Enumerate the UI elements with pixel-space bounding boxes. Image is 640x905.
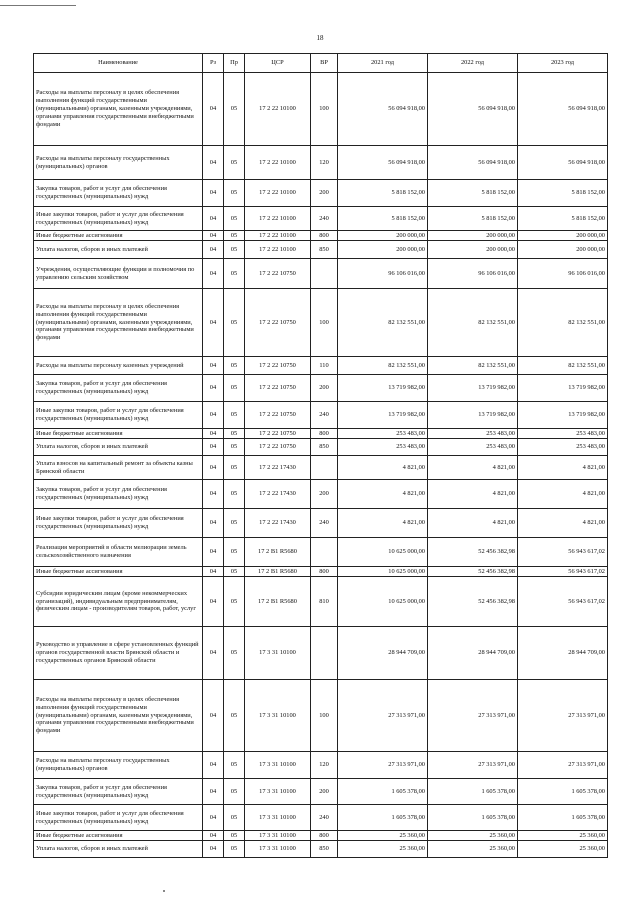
cell-pr: 05 [224,402,245,429]
cell-y2023: 200 000,00 [518,241,608,259]
col-header-csr: ЦСР [245,54,311,73]
cell-y2022: 253 483,00 [428,429,518,439]
cell-y2023: 253 483,00 [518,439,608,456]
cell-csr: 17 3 31 10100 [245,779,311,805]
cell-pr: 05 [224,779,245,805]
cell-name: Иные бюджетные ассигнования [34,567,203,577]
cell-vr [311,456,338,480]
cell-y2021: 13 719 982,00 [338,375,428,402]
cell-name: Иные закупки товаров, работ и услуг для обеспечения государственных (муниципальных) нужд [34,402,203,429]
cell-y2022: 1 605 378,00 [428,805,518,831]
col-header-2023: 2023 год [518,54,608,73]
cell-rz: 04 [203,207,224,231]
cell-y2022: 13 719 982,00 [428,375,518,402]
cell-pr: 05 [224,841,245,858]
cell-name: Реализация мероприятий в области мелиорации земель сельскохозяйственного назначения [34,538,203,567]
cell-rz: 04 [203,841,224,858]
cell-pr: 05 [224,289,245,357]
table-row [34,456,608,480]
cell-pr: 05 [224,831,245,841]
cell-vr: 110 [311,357,338,375]
cell-name: Расходы на выплаты персоналу казенных учреждений [34,357,203,375]
cell-y2023: 13 719 982,00 [518,402,608,429]
top-rule [0,5,76,6]
table-row [34,538,608,567]
table-row [34,429,608,439]
cell-y2022: 1 605 378,00 [428,779,518,805]
cell-rz: 04 [203,375,224,402]
page-number: 18 [316,34,324,42]
table-row [34,73,608,146]
cell-vr [311,259,338,289]
cell-name: Закупка товаров, работ и услуг для обеспечения государственных (муниципальных) нужд [34,375,203,402]
cell-pr: 05 [224,480,245,509]
cell-vr [311,538,338,567]
cell-pr: 05 [224,752,245,779]
cell-rz: 04 [203,680,224,752]
cell-y2021: 200 000,00 [338,231,428,241]
cell-y2022: 25 360,00 [428,841,518,858]
cell-y2022: 253 483,00 [428,439,518,456]
cell-pr: 05 [224,456,245,480]
cell-y2022: 27 313 971,00 [428,680,518,752]
cell-y2021: 5 818 152,00 [338,207,428,231]
cell-rz: 04 [203,538,224,567]
cell-vr: 100 [311,73,338,146]
cell-vr: 240 [311,509,338,538]
col-header-pr: Пр [224,54,245,73]
table-row [34,375,608,402]
cell-vr: 240 [311,402,338,429]
cell-vr [311,627,338,680]
cell-y2021: 4 821,00 [338,456,428,480]
cell-y2021: 253 483,00 [338,429,428,439]
cell-csr: 17 3 31 10100 [245,805,311,831]
cell-pr: 05 [224,429,245,439]
cell-csr: 17 2 22 10750 [245,259,311,289]
table-row [34,439,608,456]
col-header-vr: ВР [311,54,338,73]
cell-y2022: 52 456 382,98 [428,577,518,627]
cell-rz: 04 [203,577,224,627]
cell-csr: 17 2 22 10750 [245,402,311,429]
cell-y2021: 4 821,00 [338,480,428,509]
cell-y2023: 27 313 971,00 [518,752,608,779]
cell-pr: 05 [224,509,245,538]
cell-y2023: 96 106 016,00 [518,259,608,289]
cell-name: Иные закупки товаров, работ и услуг для обеспечения государственных (муниципальных) нужд [34,509,203,538]
scan-speck [163,890,165,892]
cell-y2023: 4 821,00 [518,509,608,538]
cell-y2022: 82 132 551,00 [428,289,518,357]
cell-y2023: 82 132 551,00 [518,357,608,375]
cell-vr: 850 [311,841,338,858]
cell-y2022: 56 094 918,00 [428,73,518,146]
cell-pr: 05 [224,375,245,402]
cell-rz: 04 [203,357,224,375]
cell-y2023: 1 605 378,00 [518,805,608,831]
cell-name: Уплата взносов на капитальный ремонт за объекты казны Брянской области [34,456,203,480]
cell-y2023: 28 944 709,00 [518,627,608,680]
cell-y2023: 56 094 918,00 [518,73,608,146]
cell-vr: 200 [311,180,338,207]
cell-pr: 05 [224,627,245,680]
table-row [34,831,608,841]
cell-name: Уплата налогов, сборов и иных платежей [34,439,203,456]
cell-y2022: 28 944 709,00 [428,627,518,680]
cell-pr: 05 [224,180,245,207]
cell-y2023: 56 943 617,02 [518,538,608,567]
cell-y2023: 25 360,00 [518,841,608,858]
cell-vr: 850 [311,241,338,259]
cell-csr: 17 2 22 10750 [245,439,311,456]
cell-y2021: 4 821,00 [338,509,428,538]
cell-csr: 17 3 31 10100 [245,752,311,779]
table-row [34,146,608,180]
cell-pr: 05 [224,439,245,456]
cell-rz: 04 [203,831,224,841]
cell-y2023: 1 605 378,00 [518,779,608,805]
cell-vr: 800 [311,831,338,841]
budget-table [33,53,608,858]
cell-csr: 17 2 22 17430 [245,456,311,480]
cell-y2022: 25 360,00 [428,831,518,841]
cell-csr: 17 3 31 10100 [245,680,311,752]
col-header-name: Наименование [34,54,203,73]
cell-name: Закупка товаров, работ и услуг для обеспечения государственных (муниципальных) нужд [34,779,203,805]
cell-vr: 100 [311,289,338,357]
cell-vr: 240 [311,805,338,831]
cell-pr: 05 [224,577,245,627]
table-row [34,231,608,241]
cell-y2022: 200 000,00 [428,231,518,241]
cell-y2023: 4 821,00 [518,480,608,509]
cell-vr: 120 [311,752,338,779]
cell-pr: 05 [224,259,245,289]
cell-y2021: 25 360,00 [338,841,428,858]
cell-y2023: 200 000,00 [518,231,608,241]
cell-y2022: 52 456 382,98 [428,538,518,567]
cell-y2022: 52 456 382,98 [428,567,518,577]
cell-name: Расходы на выплаты персоналу в целях обеспечения выполнения функций государственными (муниципальными) органами, казенными учреждениями, органами управления государственными внебюджетными фондами [34,73,203,146]
cell-y2023: 4 821,00 [518,456,608,480]
cell-csr: 17 2 В1 R5680 [245,577,311,627]
cell-csr: 17 2 22 10100 [245,207,311,231]
cell-y2021: 13 719 982,00 [338,402,428,429]
cell-name: Иные бюджетные ассигнования [34,831,203,841]
cell-pr: 05 [224,680,245,752]
cell-y2021: 5 818 152,00 [338,180,428,207]
table-row [34,289,608,357]
cell-rz: 04 [203,805,224,831]
cell-csr: 17 2 22 10100 [245,180,311,207]
cell-csr: 17 3 31 10100 [245,627,311,680]
cell-rz: 04 [203,456,224,480]
cell-y2021: 82 132 551,00 [338,289,428,357]
cell-rz: 04 [203,627,224,680]
cell-name: Закупка товаров, работ и услуг для обеспечения государственных (муниципальных) нужд [34,480,203,509]
cell-y2021: 28 944 709,00 [338,627,428,680]
cell-csr: 17 2 22 10100 [245,241,311,259]
cell-y2021: 200 000,00 [338,241,428,259]
cell-pr: 05 [224,241,245,259]
cell-vr: 800 [311,429,338,439]
table-row [34,259,608,289]
cell-name: Расходы на выплаты персоналу в целях обеспечения выполнения функций государственными (муниципальными) органами, казенными учреждениями, органами управления государственными внебюджетными фондами [34,680,203,752]
cell-y2021: 1 605 378,00 [338,779,428,805]
table-row [34,402,608,429]
table-row [34,480,608,509]
cell-rz: 04 [203,567,224,577]
cell-y2021: 56 094 918,00 [338,73,428,146]
cell-vr: 240 [311,207,338,231]
cell-y2022: 82 132 551,00 [428,357,518,375]
cell-y2023: 27 313 971,00 [518,680,608,752]
table-row [34,627,608,680]
table-row [34,567,608,577]
cell-y2021: 27 313 971,00 [338,752,428,779]
cell-y2021: 56 094 918,00 [338,146,428,180]
table-row [34,509,608,538]
cell-csr: 17 2 22 10750 [245,429,311,439]
table-row [34,805,608,831]
cell-csr: 17 2 22 10100 [245,73,311,146]
cell-y2023: 13 719 982,00 [518,375,608,402]
cell-y2022: 5 818 152,00 [428,180,518,207]
header-row [34,54,608,73]
table-row [34,357,608,375]
col-header-2021: 2021 год [338,54,428,73]
table-row [34,241,608,259]
cell-y2022: 4 821,00 [428,480,518,509]
cell-y2022: 200 000,00 [428,241,518,259]
cell-name: Расходы на выплаты персоналу государственных (муниципальных) органов [34,146,203,180]
cell-vr: 200 [311,375,338,402]
table-row [34,207,608,231]
cell-y2021: 25 360,00 [338,831,428,841]
cell-y2022: 5 818 152,00 [428,207,518,231]
cell-y2021: 10 625 000,00 [338,567,428,577]
table-row [34,841,608,858]
cell-y2023: 5 818 152,00 [518,180,608,207]
cell-y2023: 56 094 918,00 [518,146,608,180]
cell-vr: 850 [311,439,338,456]
table-row [34,779,608,805]
cell-y2021: 82 132 551,00 [338,357,428,375]
cell-name: Уплата налогов, сборов и иных платежей [34,841,203,858]
table-row [34,577,608,627]
cell-y2021: 27 313 971,00 [338,680,428,752]
cell-rz: 04 [203,429,224,439]
cell-csr: 17 2 22 10100 [245,146,311,180]
cell-csr: 17 2 22 10750 [245,375,311,402]
cell-name: Иные бюджетные ассигнования [34,429,203,439]
cell-vr: 200 [311,779,338,805]
cell-csr: 17 2 22 17430 [245,480,311,509]
cell-y2022: 96 106 016,00 [428,259,518,289]
cell-pr: 05 [224,231,245,241]
cell-rz: 04 [203,439,224,456]
cell-pr: 05 [224,146,245,180]
cell-vr: 120 [311,146,338,180]
cell-rz: 04 [203,480,224,509]
cell-rz: 04 [203,231,224,241]
cell-pr: 05 [224,73,245,146]
cell-rz: 04 [203,779,224,805]
cell-rz: 04 [203,73,224,146]
cell-pr: 05 [224,805,245,831]
cell-vr: 200 [311,480,338,509]
cell-name: Учреждения, осуществляющие функции и полномочия по управлению сельским хозяйством [34,259,203,289]
cell-y2023: 56 943 617,02 [518,577,608,627]
cell-csr: 17 3 31 10100 [245,831,311,841]
cell-y2022: 4 821,00 [428,509,518,538]
cell-pr: 05 [224,207,245,231]
cell-y2022: 13 719 982,00 [428,402,518,429]
cell-y2021: 253 483,00 [338,439,428,456]
cell-csr: 17 3 31 10100 [245,841,311,858]
cell-pr: 05 [224,357,245,375]
cell-y2021: 10 625 000,00 [338,577,428,627]
cell-csr: 17 2 В1 R5680 [245,538,311,567]
cell-y2022: 4 821,00 [428,456,518,480]
cell-name: Уплата налогов, сборов и иных платежей [34,241,203,259]
cell-rz: 04 [203,241,224,259]
cell-name: Иные закупки товаров, работ и услуг для обеспечения государственных (муниципальных) нужд [34,207,203,231]
table-row [34,752,608,779]
cell-y2021: 1 605 378,00 [338,805,428,831]
cell-y2023: 5 818 152,00 [518,207,608,231]
cell-rz: 04 [203,752,224,779]
cell-y2022: 27 313 971,00 [428,752,518,779]
cell-y2023: 253 483,00 [518,429,608,439]
cell-csr: 17 2 22 10750 [245,289,311,357]
cell-csr: 17 2 22 10100 [245,231,311,241]
table-row [34,680,608,752]
cell-y2023: 82 132 551,00 [518,289,608,357]
cell-y2023: 56 943 617,02 [518,567,608,577]
cell-vr: 800 [311,567,338,577]
cell-vr: 810 [311,577,338,627]
table-row [34,180,608,207]
cell-vr: 800 [311,231,338,241]
cell-rz: 04 [203,402,224,429]
col-header-rz: Рз [203,54,224,73]
cell-name: Расходы на выплаты персоналу в целях обеспечения выполнения функций государственными (муниципальными) органами, казенными учреждениями, органами управления государственными внебюджетными фондами [34,289,203,357]
cell-csr: 17 2 22 17430 [245,509,311,538]
cell-name: Расходы на выплаты персоналу государственных (муниципальных) органов [34,752,203,779]
cell-name: Субсидии юридическим лицам (кроме некоммерческих организаций), индивидуальным предпринимателям, физическим лицам - производителям товаров, работ, услуг [34,577,203,627]
cell-rz: 04 [203,289,224,357]
cell-y2021: 10 625 000,00 [338,538,428,567]
cell-pr: 05 [224,567,245,577]
col-header-2022: 2022 год [428,54,518,73]
cell-name: Закупка товаров, работ и услуг для обеспечения государственных (муниципальных) нужд [34,180,203,207]
cell-vr: 100 [311,680,338,752]
cell-rz: 04 [203,146,224,180]
cell-rz: 04 [203,509,224,538]
cell-pr: 05 [224,538,245,567]
cell-csr: 17 2 22 10750 [245,357,311,375]
cell-y2023: 25 360,00 [518,831,608,841]
cell-rz: 04 [203,180,224,207]
cell-y2022: 56 094 918,00 [428,146,518,180]
cell-name: Руководство и управление в сфере установленных функций органов государственной власти Брянской области и государственных органов Брянской области [34,627,203,680]
cell-y2021: 96 106 016,00 [338,259,428,289]
cell-rz: 04 [203,259,224,289]
cell-csr: 17 2 В1 R5680 [245,567,311,577]
cell-name: Иные закупки товаров, работ и услуг для обеспечения государственных (муниципальных) нужд [34,805,203,831]
cell-name: Иные бюджетные ассигнования [34,231,203,241]
